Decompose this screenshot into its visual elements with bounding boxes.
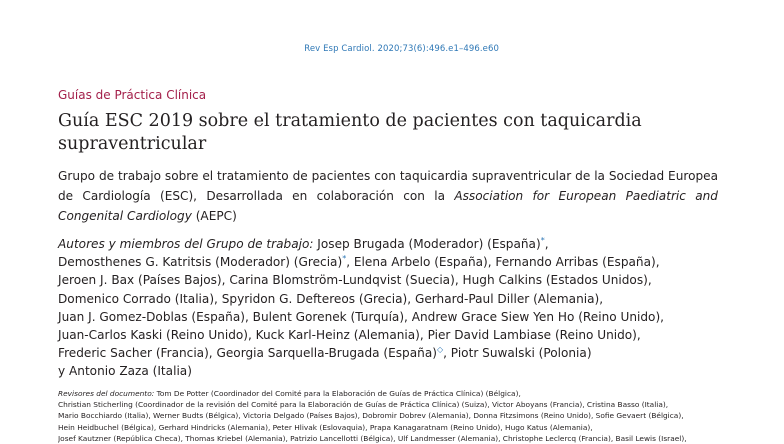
author-text: , Elena Arbelo (España), Fernando Arribas (España), — [346, 255, 660, 270]
author-line-5: Juan J. Gomez-Doblas (España), Bulent Gorenek (Turquía), Andrew Grace Siew Yen Ho (Reino Unido), — [58, 309, 665, 324]
reviewer-list — [58, 388, 758, 444]
author-line-1: Autores y miembros del Grupo de trabajo: Josep Brugada (Moderador) (España)*, — [58, 235, 549, 251]
author-text: , Piotr Suwalski (Polonia) — [443, 346, 592, 361]
author-line-2 — [58, 253, 718, 271]
affiliation-star-link[interactable]: * — [540, 235, 545, 245]
reviewer-line-2: Christian Sticherling (Coordinador de la revisión del Comité para la Elaboración de Guías de Práctica Clínica) (Suiza), Victor Aboyans (Francia), Cristina Basso (Italia), — [58, 400, 669, 410]
section-label: Guías de Práctica Clínica — [58, 88, 207, 102]
author-line-6: Juan-Carlos Kaski (Reino Unido), Kuck Karl-Heinz (Alemania), Pier David Lambiase (Reino Unido), — [58, 328, 641, 343]
subtitle-text: Grupo de trabajo sobre el tratamiento de pacientes con taquicardia supraventricular de la Sociedad Europea de Cardiología (ESC), Desarrollada en colaboración con la — [58, 169, 718, 203]
author-text: Demosthenes G. Katritsis (Moderador) (Grecia) — [58, 255, 343, 270]
reviewer-text: Tom De Potter (Coordinador del Comité para la Elaboración de Guías de Práctica Clínica) (Bélgica), — [154, 389, 521, 398]
reviewer-line-3: Mario Bocchiardo (Italia), Werner Budts (Bélgica), Victoria Delgado (Países Bajos), Dobromir Dobrev (Alemania), Donna Fitzsimons (Reino Unido), Sofie Gevaert (Bélgica), — [58, 411, 684, 421]
reviewers-lead: Revisores del documento: — [58, 389, 155, 398]
article-title: Guía ESC 2019 sobre el tratamiento de pacientes con taquicardia supraventricular — [58, 111, 642, 154]
subtitle-association: Association for European Paediatric and Congenital Cardiology — [58, 189, 718, 223]
authors-lead: Autores y miembros del Grupo de trabajo: — [58, 237, 314, 251]
article-subtitle — [58, 166, 718, 226]
affiliation-diamond-link[interactable]: ◇ — [436, 345, 444, 355]
author-list — [58, 235, 718, 381]
reviewer-line-1 — [58, 388, 758, 399]
author-line-3: Jeroen J. Bax (Países Bajos), Carina Blomström-Lundqvist (Suecia), Hugh Calkins (Estados Unidos), — [58, 273, 652, 288]
author-line-4: Domenico Corrado (Italia), Spyridon G. Deftereos (Grecia), Gerhard-Paul Diller (Alemania), — [58, 291, 604, 306]
affiliation-star-link[interactable]: * — [342, 254, 347, 264]
reviewer-line-4: Hein Heidbuchel (Bélgica), Gerhard Hindricks (Alemania), Peter Hlivak (Eslovaquia), Prapa Kanagaratnam (Reino Unido), Hugo Katus (Alemania), — [58, 422, 593, 432]
author-text: Frederic Sacher (Francia), Georgia Sarquella-Brugada (España) — [58, 346, 437, 361]
author-line-8: y Antonio Zaza (Italia) — [58, 364, 192, 379]
subtitle-suffix: (AEPC) — [191, 209, 237, 223]
reviewer-line-5: Josef Kautzner (República Checa), Thomas Kriebel (Alemania), Patrizio Lancellotti (Bélgica), Ulf Landmesser (Alemania), Christophe Leclercq (Francia), Basil Lewis (Israel), — [58, 433, 687, 443]
author-text: Josep Brugada (Moderador) (España) — [313, 237, 541, 251]
author-line-7 — [58, 344, 718, 362]
journal-citation[interactable]: Rev Esp Cardiol. 2020;73(6):496.e1–496.e60 — [304, 44, 499, 54]
